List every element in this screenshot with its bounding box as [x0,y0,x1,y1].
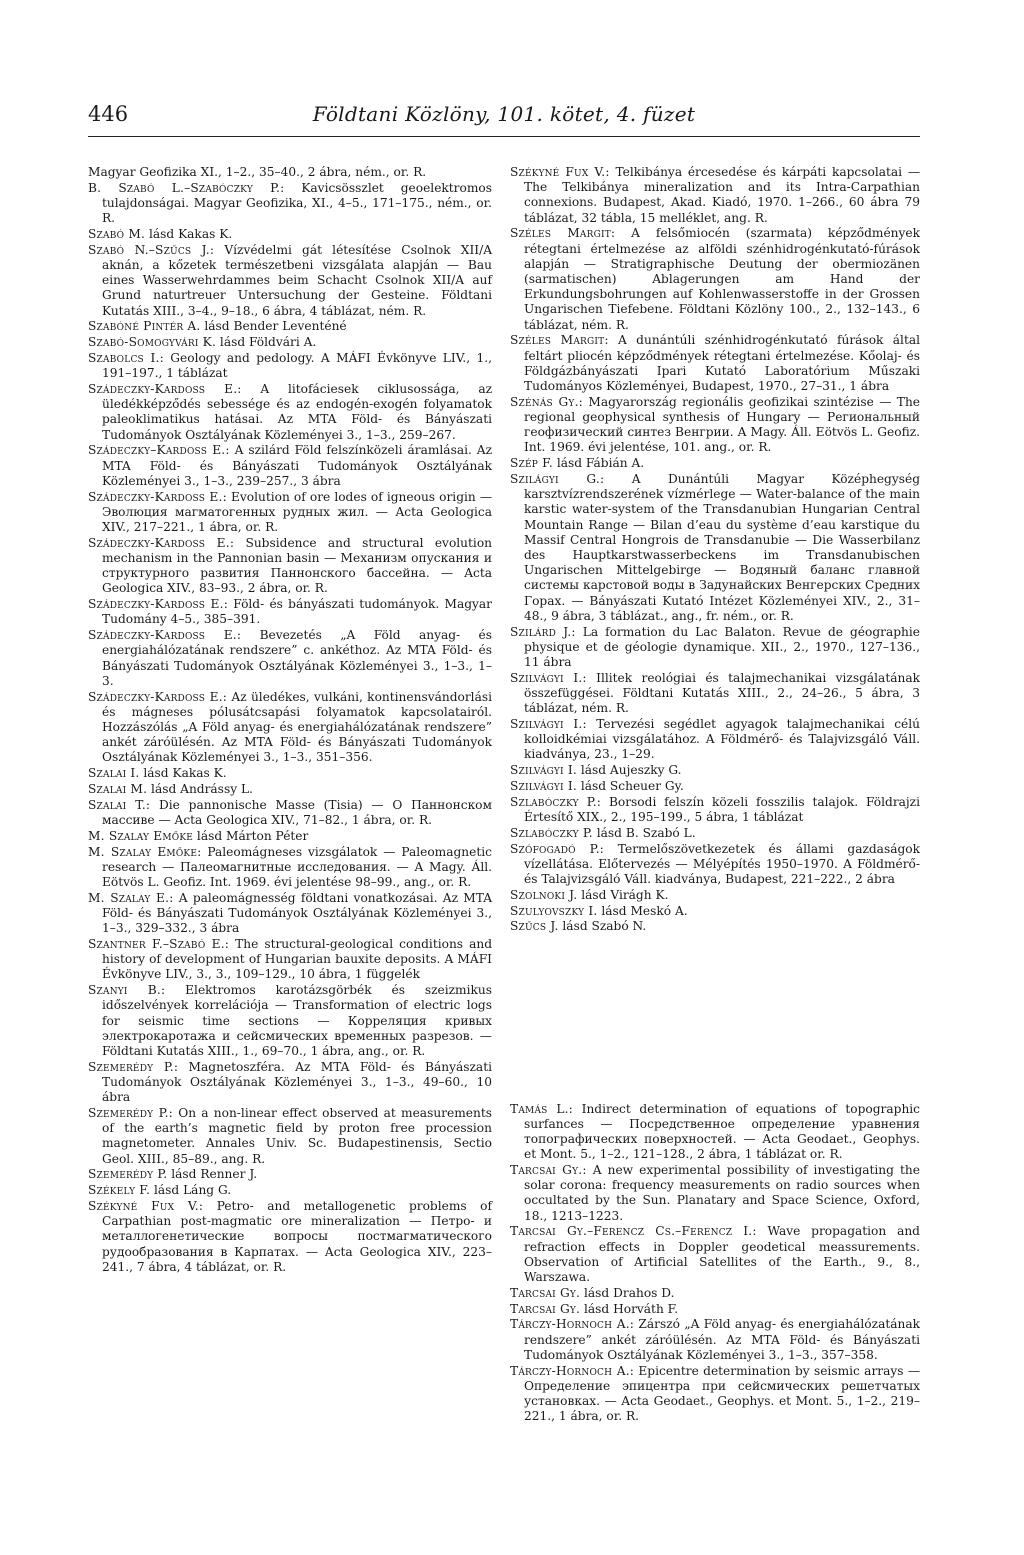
entry-author: Szádeczky-Kardoss E.: [88,382,242,396]
bibliography-entry [510,1317,920,1363]
bibliography-entry [88,891,492,937]
entry-author: Szulyovszky I. [510,903,598,918]
entry-text: The structural-geological conditions and history of development of Hungarian bauxite deposits. A MÁFI Évkönyve LIV., 3., 3., 109–129., 10 ábra, 1 függelék [102,937,492,982]
entry-text: Indirect determination of equations of topographic surfances — Посредственное определение уравнения топографических поверхностей. — Acta Geodaet., Geophys. et Mont. 5., 1–2., 121–128., 2 ábra, 1 táblázat or. R. [524,1101,921,1162]
entry-text: Zárszó „A Föld anyag- és energiahálózatának rendszere” ankét záróülésén. Az MTA Föld- és Bányászati Tudományok Osztályának Közleményei 3., 1–3., 357–358. [524,1317,920,1362]
entry-text: lásd Andrássy L. [151,782,253,797]
section-break [510,935,920,1102]
right-column-bottom-entries [510,1102,920,1425]
entry-text: lásd Márton Péter [196,828,309,843]
entry-author: Szabó-Somogyvári K. [88,335,217,350]
entry-text: Az üledékes, vulkáni, kontinensvándorlási és mágneses pólusátcsapási folyamatok kapcsolatairól. Hozzászólás „A Föld anyag- és energiahálózatának rendszere” ankét záróülésén. Az MTA Föld- és Bányászati Tudományok Osztályának Közleményei 3., 1–3., 351–356. [102,689,492,765]
entry-author: Szabolcs I.: [88,351,164,365]
entry-author: Szilvágyi I.: [510,670,587,685]
bibliography-entry [510,1163,920,1224]
entry-text: Kavicsösszlet geoelektromos tulajdonságai. Magyar Geofizika, XI., 4–5., 171–175., ném., or. R. [102,180,492,226]
bibliography-entry [88,798,492,828]
entry-author: Szádeczky-Kardoss E.: [88,489,227,504]
entry-author: Tarcsai Gy.–Ferencz Cs.–Ferencz I.: [510,1224,757,1239]
entry-text: lásd Szabó N. [562,919,647,934]
entry-author: Tarcsai Gy. [510,1285,581,1300]
entry-author: B. Szabó L.–Szabóczky P.: [88,180,285,195]
entry-author: Szádeczky–Kardoss E.: [88,443,230,458]
bibliography-entry [88,937,492,983]
bibliography-entry [510,779,920,794]
entry-text: Magnetoszféra. Az MTA Föld- és Bányászati Tudományok Osztályának Közleményei 3., 1–3., 49–60., 10 ábra [102,1059,492,1105]
entry-author: Szádeczky-Kardoss E.: [88,597,229,612]
entry-author: Szemerédy P.: [88,1059,179,1074]
entry-text: Föld- és bányászati tudományok. Magyar Tudomány 4–5., 385–391. [102,597,493,627]
running-header [88,100,920,137]
entry-text: A dunántúli szénhidrogénkutató fúrások által feltárt pliocén képződmények rétegtani értelmezése. Kőolaj- és Földgázbányászati Ipari Kutató Laboratórium Műszaki Tudományos Közleményei, Budapest, 1970., 27–31., 1 ábra [524,333,920,394]
entry-text: Subsidence and structural evolution mechanism in the Pannonian basin — Механизм опускания и структурного развития Паннонского бассейна. — Acta Geologica XIV., 83–93., 2 ábra, or. R. [102,535,493,596]
entry-author: Szemerédy P.: [88,1106,173,1121]
bibliography-entry [88,1106,492,1167]
entry-text: Magyarország regionális geofizikai szintézise — The regional geophysical synthesis of Hungary — Региональный геофизический синтез Венгрии. A Magy. Áll. Eötvös L. Geofiz. Int. 1969. évi jelentése, 101. ang., or. R. [524,394,921,455]
bibliography-entry [510,456,920,471]
entry-author: Szilárd J.: [510,624,576,639]
bibliography-entry [88,443,492,489]
entry-author: Szolnoki J. [510,887,578,902]
entry-text: Tervezési segédlet agyagok talajmechanikai célú kolloidkémiai vizsgálatához. A Földmérő- és Talajvizsgáló Váll. kiadványa, 23., 1–29. [524,717,920,762]
entry-author: Tárczy-Hornoch A.: [510,1363,635,1378]
entry-author: Szádeczky-Kardoss E.: [88,689,228,704]
entry-author: Szép F. [510,456,553,471]
bibliography-entry [510,795,920,825]
entry-author: Szádeczky-Kardoss E.: [88,535,235,550]
entry-author: Szabóné Pintér A. [88,319,201,334]
bibliography-entry [510,1102,920,1163]
entry-author: M. Szalay Emőke [88,828,194,843]
entry-author: Szalai M. [88,782,148,797]
bibliography-entry [510,671,920,717]
bibliography-entry [88,597,492,627]
entry-author: Szanyi B.: [88,983,166,998]
bibliography-entry [88,165,492,180]
entry-author: Szénás Gy.: [510,394,583,409]
bibliography-entry [510,888,920,903]
entry-text: Petro- and metallogenetic problems of Carpathian post-magmatic ore mineralization — Петро- и металлогенетические вопросы постмагматического рудообразования в Карпатах. — Acta Geologica XIV., 223–241., 7 ábra, 4 táblázat, or. R. [102,1199,492,1274]
bibliography-entry [510,395,920,456]
entry-author: Szilvágyi I. [510,779,577,794]
entry-author: Székyné Fux V.: [88,1199,204,1214]
entry-author: M. Szalay Emőke: [88,844,202,859]
entry-text: Illitek reológiai és talajmechanikai vizsgálatának összefüggései. Földtani Kutatás XIII., 2., 24–26., 5 ábra, 3 táblázat, ném. R. [524,670,920,716]
entry-author: Szlabóczky P.: [510,794,602,809]
entry-author: Széles Margit: [510,226,616,241]
entry-text: lásd Láng G. [154,1183,232,1198]
entry-text: lásd Drahos D. [584,1285,675,1300]
bibliography-entry [88,690,492,766]
bibliography-entry [510,333,920,394]
entry-text: lásd Scheuer Gy. [580,779,684,794]
bibliography-entry [510,1364,920,1425]
bibliography-entry [88,490,492,536]
entry-text: lásd Horváth F. [584,1301,679,1316]
bibliography-entry [88,1199,492,1275]
bibliography-entry [88,319,492,334]
bibliography-entry [88,335,492,350]
entry-author: Szabó N.–Szűcs J.: [88,242,215,257]
bibliography-entry [510,1286,920,1301]
entry-author: Szabó M. [88,227,146,241]
bibliography-entry [510,226,920,332]
entry-text: lásd Renner J. [171,1167,258,1182]
entry-author: Szádeczky-Kardoss E.: [88,628,242,643]
right-column-top-entries [510,165,920,935]
entry-author: Szantner F.–Szabó E.: [88,937,230,952]
bibliography-entry [510,472,920,624]
entry-author: Szlabóczky P. [510,825,593,840]
entry-author: Szalai T.: [88,797,151,812]
entry-author: M. Szalay E.: [88,890,174,905]
entry-author: Széles Margit: [510,333,609,348]
bibliography-entry [510,842,920,888]
entry-author: Szilágyi G.: [510,472,605,487]
entry-text: lásd Aujeszky G. [580,763,682,778]
bibliography-entry [88,243,492,319]
bibliography-entry [88,1167,492,1182]
right-column [510,165,920,1424]
entry-text: lásd Virágh K. [581,887,669,902]
entry-author: Szalai I. [88,766,140,781]
entry-text: Elektromos karotázsgörbék és szeizmikus időszelvények korrelációja — Transformation of electric logs for seismic time sections — Корреляция кривых электрокаротажа и сейсмических временных разрезов. — Földtani Kutatás XIII., 1., 69–70., 1 ábra, ang., or. R. [102,983,492,1059]
entry-text: Wave propagation and refraction effects in Doppler geodetical meassurements. Observation of Artificial Satellites of the Earth., 9., 8., Warszawa. [524,1224,920,1285]
bibliography-entry [510,1224,920,1285]
entry-text: Termelőszövetkezetek és állami gazdaságok vízellátása. Előtervezés — Mélyépítés 1950–1970. A Földmérő- és Talajvizsgáló Váll. kiadványa, Budapest, 221–222., 2 ábra [524,841,920,887]
entry-author: Szófogadó P.: [510,841,604,856]
entry-author: Tarcsai Gy. [510,1301,581,1316]
entry-text: La formation du Lac Balaton. Revue de géographie physique et de géologie dynamique. XII., 2., 1970., 127–136., 11 ábra [524,624,921,670]
entry-author: Szűcs J. [510,919,559,934]
entry-text: Magyar Geofizika XI., 1–2., 35–40., 2 ábra, ném., or. R. [88,165,427,179]
entry-text: Telkibánya ércesedése és kárpáti kapcsolatai — The Telkibánya mineralization and its Intra-Carpathian connexions. Budapest, Akad. Kiadó, 1970. 1–266., 60 ábra 79 táblázat, 32 tábla, 15 melléklet, ang. R. [524,165,921,225]
entry-text: Vízvédelmi gát létesítése Csolnok XII/A aknán, a kőzetek természetbeni vizsgálata alapján — Bau eines Wasserwehrdammes beim Schacht Csolnok XII/A auf Grund naturtreuer Untersuchung der Gesteine. Földtani Kutatás XIII., 3–4., 9–18., 6 ábra, 4 táblázat, ném. R. [102,242,493,318]
entry-text: A new experimental possibility of investigating the solar corona: frequency measurements on radio sources when occultated by the Sun. Planatary and Space Science, Oxford, 18., 1213–1223. [524,1163,920,1223]
bibliography-entry [510,904,920,919]
entry-text: A szilárd Föld felszínközeli áramlásai. Az MTA Föld- és Bányászati Tudományok Osztályának Közleményei 3., 1–3., 239–257., 3 ábra [102,443,493,488]
left-column [88,165,492,1275]
bibliography-entry [88,782,492,797]
entry-author: Szilvágyi I. [510,763,577,778]
bibliography-entry [510,625,920,671]
bibliography-entry [88,382,492,443]
bibliography-entry [88,536,492,597]
entry-text: Borsodi felszín közeli fosszilis talajok. Földrajzi Értesítő XIX., 2., 195–199., 5 ábra, 1 táblázat [524,794,921,825]
bibliography-entry [510,1302,920,1317]
entry-author: Székely F. [88,1183,151,1198]
entry-text: Die pannonische Masse (Tisia) — О Паннонском массиве — Acta Geologica XIV., 71–82., 1 ábra, or. R. [102,797,492,828]
entry-author: Szemerédy P. [88,1167,168,1182]
entry-text: A litofáciesek ciklusossága, az üledékképződés sebessége és az endogén-exogén folyamatok paleoklimatikus hatásai. Az MTA Föld- és Bányászati Tudományok Osztályának Közleményei 3., 1–3., 259–267. [102,382,493,442]
entry-text: Geology and pedology. A MÁFI Évkönyve LIV., 1., 191–197., 1 táblázat [102,351,493,381]
entry-text: Bevezetés „A Föld anyag- és energiahálózatának rendszere” c. ankéthoz. Az MTA Föld- és Bányászati Tudományok Osztályának Közleményei 3., 1–3., 1–3. [102,628,492,688]
bibliography-entry [510,717,920,763]
bibliography-entry [88,766,492,781]
entry-text: lásd Kakas K. [143,766,227,781]
page-number: 446 [88,102,129,126]
bibliography-entry [88,845,492,891]
entry-text: lásd Fábián A. [556,456,645,471]
bibliography-entry [510,165,920,226]
entry-text: Evolution of ore lodes of igneous origin — Эволюция магматогенных рудных жил. — Acta Geologica XIV., 217–221., 1 ábra, or. R. [102,489,493,535]
entry-author: Tárczy-Hornoch A.: [510,1317,635,1332]
bibliography-entry [88,628,492,689]
entry-text: lásd Bender Leventéné [204,319,347,334]
bibliography-entry [510,919,920,934]
bibliography-entry [510,763,920,778]
bibliography-entry [510,826,920,841]
bibliography-entry [88,351,492,381]
bibliography-entry [88,227,492,242]
bibliography-entry [88,983,492,1059]
running-title: Földtani Közlöny, 101. kötet, 4. füzet [312,102,696,126]
entry-author: Tarcsai Gy.: [510,1163,587,1178]
entry-text: A Dunántúli Magyar Középhegység karsztvízrendszerének vízmérlege — Water-balance of the main karstic water-system of the Transdanubian Hungarian Central Mountain Range — Bilan d’eau du système d’eau karstique du Massif Central Hongrois de Transdanubie — Die Wasserbilanz des Hauptkarstwasserbeckens im Transdanubischen Ungarischen Mittelgebirge — Водяный баланс главной системы карстовой воды в Задунайских Венгерских Средних Горах. — Bányászati Kutató Intézet Közleményei XIV., 2., 31–48., 9 ábra, 3 táblázat., ang., fr. ném., or. R. [524,472,921,623]
entry-author: Székyné Fux V.: [510,165,610,179]
bibliography-entry [88,829,492,844]
entry-text: Paleomágneses vizsgálatok — Paleomagnetic research — Палеомагнитные исследования. — A Magy. Áll. Eötvös L. Geofiz. Int. 1969. évi jelentése 98–99., ang., or. R. [102,844,492,890]
entry-text: A felsőmiocén (szarmata) képződmények rétegtani értelmezése az alföldi szénhidrogénkutató-fúrások alapján — Stratigraphische Deutung der obermiozänen (sarmatischen) Ablagerungen am Hand der Erkundungsbohrungen auf Kohlenwasserstoffe in der Grossen Ungarischen Tiefebene. Földtani Közlöny 100., 2., 132–143., 6 táblázat, ném. R. [524,226,920,332]
entry-author: Tamás L.: [510,1101,573,1116]
entry-text: Epicentre determination by seismic arrays — Определение эпицентра при сейсмических решетчатых установках. — Acta Geodaet., Geophys. et Mont. 5., 1–2., 219–221., 1 ábra, or. R. [524,1363,921,1424]
bibliography-entry [88,1183,492,1198]
entry-text: lásd Meskó A. [601,903,688,918]
entry-text: A paleomágnesség földtani vonatkozásai. Az MTA Föld- és Bányászati Tudományok Osztályának Közleményei 3., 1–3., 329–332., 3 ábra [102,890,492,936]
entry-text: lásd Kakas K. [148,227,233,241]
entry-text: lásd B. Szabó L. [596,825,696,840]
bibliography-entry [88,181,492,227]
entry-text: lásd Földvári A. [219,335,317,350]
bibliography-entry [88,1060,492,1106]
entry-text: On a non-linear effect observed at measurements of the earth’s magnetic field by proton free procession magnetometer. Annales Univ. Sc. Budapestinensis, Sectio Geol. XIII., 85–89., ang. R. [102,1106,492,1166]
entry-author: Szilvágyi I.: [510,717,587,732]
